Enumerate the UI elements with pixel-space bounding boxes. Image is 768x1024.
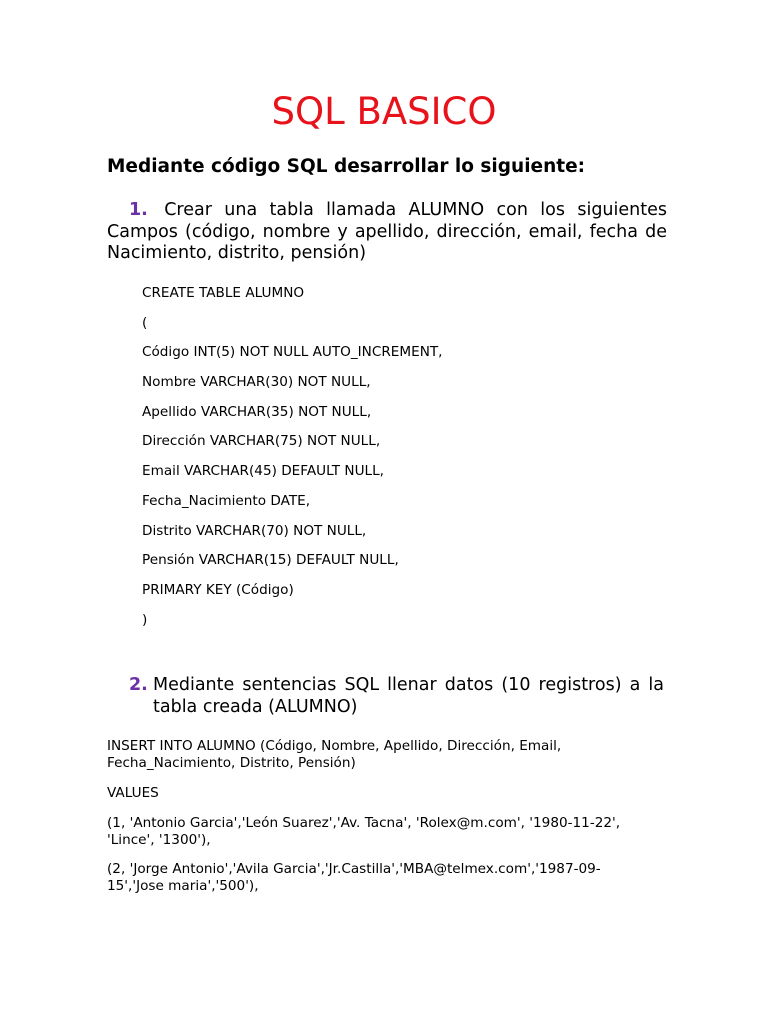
insert-row-1: (1, 'Antonio Garcia','León Suarez','Av. Tacna', 'Rolex@m.com', '1980-11-22', 'Lince', '1300'), <box>107 815 621 848</box>
page-title: SQL BASICO <box>271 90 497 133</box>
create-table-code <box>142 284 662 640</box>
code-line: ( <box>142 314 148 331</box>
values-keyword: VALUES <box>107 785 159 801</box>
code-line: CREATE TABLE ALUMNO <box>142 285 305 301</box>
question-2-text: Mediante sentencias SQL llenar datos (10 registros) a la tabla creada (ALUMNO) <box>153 675 664 717</box>
code-line: Código INT(5) NOT NULL AUTO_INCREMENT, <box>142 344 443 361</box>
code-line: PRIMARY KEY (Código) <box>142 581 294 598</box>
code-line: Distrito VARCHAR(70) NOT NULL, <box>142 522 367 539</box>
code-line: Fecha_Nacimiento DATE, <box>142 492 311 509</box>
question-2 <box>129 674 664 718</box>
insert-statement: INSERT INTO ALUMNO (Código, Nombre, Apellido, Dirección, Email, Fecha_Nacimiento, Distrito, Pensión) <box>107 738 562 771</box>
question-2-number: 2. <box>129 675 148 695</box>
code-line: Nombre VARCHAR(30) NOT NULL, <box>142 374 371 391</box>
instructions-heading: Mediante código SQL desarrollar lo siguiente: <box>107 156 586 177</box>
code-line: Pensión VARCHAR(15) DEFAULT NULL, <box>142 552 399 569</box>
question-1-number: 1. <box>129 200 148 220</box>
code-line: Email VARCHAR(45) DEFAULT NULL, <box>142 463 385 480</box>
insert-row-2: (2, 'Jorge Antonio','Avila Garcia','Jr.Castilla','MBA@telmex.com','1987-09-15','Jose maria','500'), <box>107 861 601 894</box>
question-1 <box>107 200 667 265</box>
code-line: Apellido VARCHAR(35) NOT NULL, <box>142 403 372 420</box>
code-line: ) <box>142 611 148 628</box>
question-1-text: Crear una tabla llamada ALUMNO con los siguientes Campos (código, nombre y apellido, dirección, email, fecha de Nacimiento, distrito, pensión) <box>107 200 667 263</box>
code-line: Dirección VARCHAR(75) NOT NULL, <box>142 433 381 450</box>
